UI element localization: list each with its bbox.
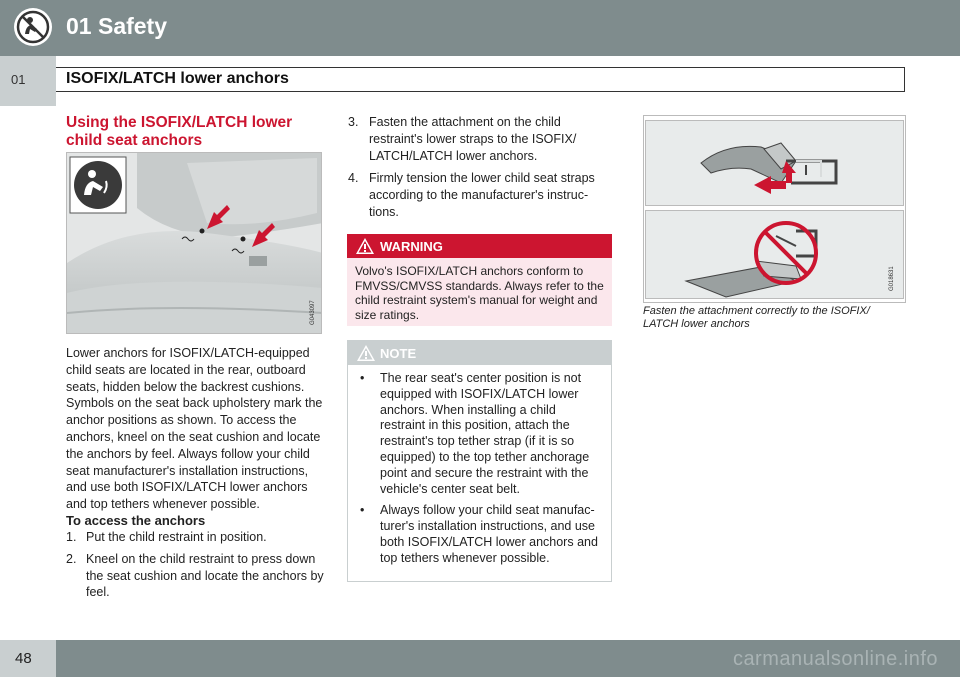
steps-list-right — [348, 114, 612, 227]
list-item: 3. Fasten the attachment on the child restraint's lower straps to the ISOFIX/ LATCH/LATCH lower anchors. — [348, 115, 577, 163]
footer-tab — [0, 640, 56, 677]
rear-seat-illustration — [67, 153, 322, 334]
rear-seat-anchor-figure — [66, 152, 322, 334]
warning-header — [347, 234, 612, 258]
page-footer — [0, 640, 960, 677]
section-heading: Using the ISOFIX/LATCH lower child seat anchors — [66, 114, 293, 149]
figure-caption: Fasten the attachment correctly to the ISOFIX/ LATCH lower anchors — [643, 305, 870, 330]
note-icon — [356, 344, 376, 362]
correct-attachment-illustration — [646, 121, 903, 205]
note-box — [347, 340, 612, 582]
intro-paragraph: Lower anchors for ISOFIX/LATCH-equipped child seats are located in the rear, outboard seats, hidden below the backrest cushions. Symbols on the seat back upholstery mark the anchor positions as shown. To access the anchors, kneel on the seat cushion and locate the anchors by feel. Always follow your child seat manufacturer's installation instructions, and use both ISOFIX/LATCH lower anchors and top tethers whenever possible. — [66, 346, 323, 512]
correct-attachment-panel — [645, 120, 904, 206]
warning-title: WARNING — [380, 239, 443, 254]
page-header — [0, 0, 960, 56]
steps-list-left — [66, 529, 324, 606]
figure-code: G018631 — [889, 266, 895, 291]
note-header — [348, 341, 611, 365]
section-title-bar — [56, 67, 905, 92]
note-body — [348, 365, 611, 581]
list-item: 4. Firmly tension the lower child seat straps according to the manufacturer's instruc- tions. — [348, 171, 595, 219]
incorrect-attachment-panel — [645, 210, 904, 299]
column-left — [66, 114, 322, 150]
child-seat-prohibited-icon — [13, 7, 53, 47]
list-item: 1. Put the child restraint in position. — [66, 530, 267, 544]
watermark: carmanualsonline.info — [732, 648, 938, 670]
warning-box — [347, 234, 612, 326]
chapter-number: 01 — [11, 72, 26, 87]
access-subheading: To access the anchors — [66, 513, 206, 528]
list-item: 2. Kneel on the child restraint to press down the seat cushion and locate the anchors by feel. — [66, 551, 324, 600]
incorrect-attachment-illustration — [646, 211, 903, 298]
page-number: 48 — [15, 650, 32, 667]
anchor-attachment-figure — [643, 115, 906, 303]
list-item: • The rear seat's center position is not equipped with ISOFIX/LATCH lower anchors. When installing a child restraint in this position, attach the restraint's top tether strap (if it is so equipped) to the top tether anchorage point and secure the restraint with the vehicle's center seat belt. — [360, 371, 590, 496]
section-title: ISOFIX/LATCH lower anchors — [66, 70, 289, 87]
list-item: • Always follow your child seat manufac- turer's installation instructions, and use both ISOFIX/LATCH lower anchors and top tethers whenever possible. — [360, 503, 598, 565]
warning-icon — [355, 237, 375, 255]
warning-text: Volvo's ISOFIX/LATCH anchors conform to FMVSS/CMVSS standards. Always refer to the child restraint system's manual for weight and size ratings. — [347, 258, 612, 326]
note-title: NOTE — [380, 346, 417, 361]
chapter-title: 01 Safety — [66, 13, 168, 39]
figure-code: G043097 — [310, 300, 316, 325]
chapter-tab — [0, 56, 56, 106]
